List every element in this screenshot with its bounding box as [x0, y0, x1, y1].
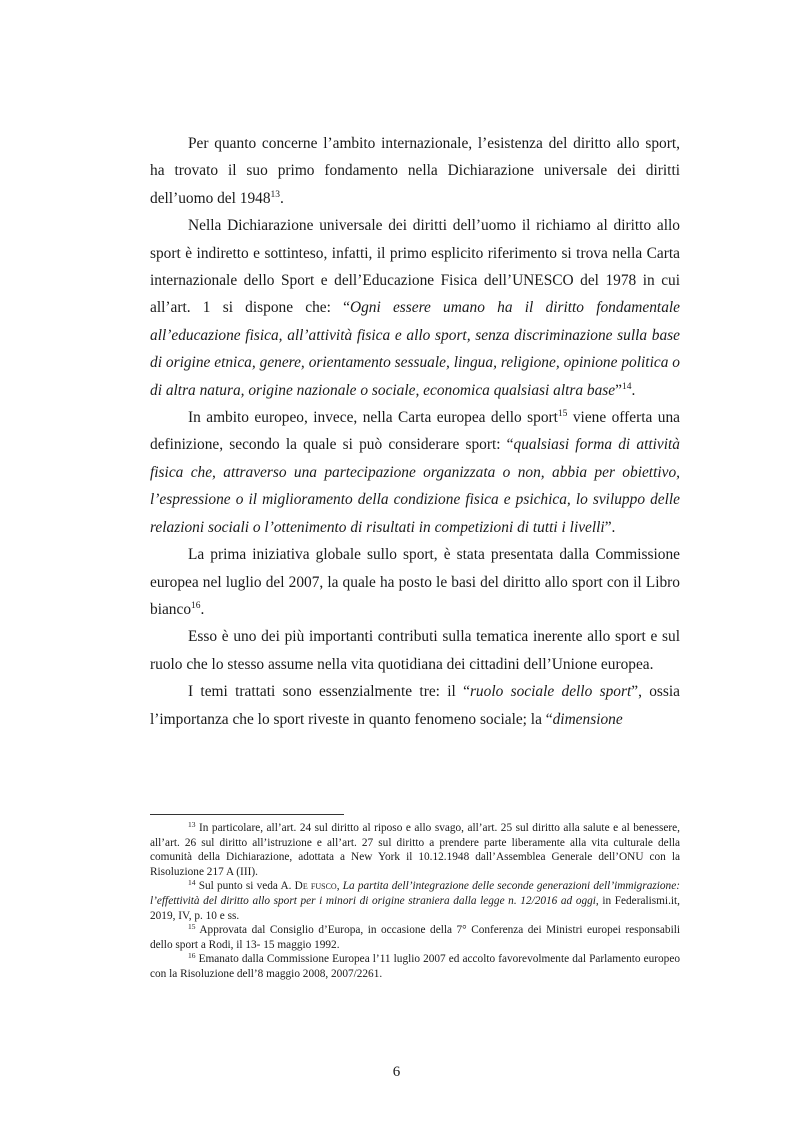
paragraph-end: .: [280, 189, 284, 207]
page-number: 6: [392, 1064, 401, 1080]
quote-close: ”: [615, 381, 622, 399]
body-text: [150, 130, 680, 733]
footnote-ref-15: 15: [557, 409, 568, 420]
footnote-text: Emanato dalla Commissione Europea l’11 luglio 2007 ed accolto favorevolmente dal Parlamento europeo con la Risoluzione dell’8 maggio 2008, 2007/2261.: [150, 953, 680, 980]
quoted-text: qualsiasi forma di attività fisica che, attraverso una partecipazione organizzata o non, abbia per obiettivo, l’espressione o il miglioramento della condizione fisica e psichica, lo sviluppo delle relazioni sociali o l’ottenimento di risultati in competizioni di tutti i livelli: [150, 436, 680, 536]
footnote-title: La partita dell’integrazione delle seconde generazioni dell’immigrazione: l’effettività del diritto allo sport per i minori di origine straniera dalla legge n. 12/2016 ad oggi: [150, 880, 680, 907]
paragraph-text: Nella Dichiarazione universale dei diritti dell’uomo il richiamo al diritto allo sport è indiretto e sottinteso, infatti, il primo esplicito riferimento si trova nella Carta internazionale dello Sport e dell’Educazione Fisica dell’UNESCO del 1978 in cui all’art. 1 si dispone che: “: [150, 217, 680, 317]
footnote-number: 16: [188, 951, 196, 961]
footnote-16: [150, 952, 680, 981]
footnote-text: ,: [336, 880, 343, 893]
paragraph-end: .: [200, 600, 205, 618]
paragraph-5: [150, 623, 680, 678]
footnote-text: Sul punto si veda A.: [195, 880, 295, 893]
footnote-14: [150, 879, 680, 923]
footnote-15: [150, 923, 680, 952]
paragraph-1: [150, 130, 680, 212]
footnote-ref-14: 14: [621, 381, 632, 392]
footnote-text: , in Federalismi.it, 2019, IV, p. 10 e ss.: [150, 894, 680, 922]
paragraph-text: I temi trattati sono essenzialmente tre: il “: [188, 683, 470, 701]
footnotes: [150, 821, 680, 982]
footnote-author: De fusco: [294, 880, 337, 893]
footnote-ref-16: 16: [191, 600, 201, 611]
paragraph-end: .: [631, 381, 636, 399]
paragraph-text: Per quanto concerne l’ambito internazionale, l’esistenza del diritto allo sport, ha trovato il suo primo fondamento nella Dichiarazione universale dei diritti dell’uomo del 1948: [150, 135, 680, 207]
paragraph-end: ”.: [604, 518, 616, 536]
paragraph-text: Esso è uno dei più importanti contributi sulla tematica inerente allo sport e sul ruolo che lo stesso assume nella vita quotidiana dei cittadini dell’Unione europea.: [150, 628, 680, 673]
footnote-13: [150, 821, 680, 879]
quoted-text: ruolo sociale dello sport: [469, 683, 632, 701]
paragraph-6: [150, 678, 680, 733]
footnote-ref-13: 13: [270, 189, 281, 200]
paragraph-4: [150, 541, 680, 623]
quoted-text: dimensione: [552, 710, 623, 728]
quoted-text: Ogni essere umano ha il diritto fondamentale all’educazione fisica, all’attività fisica e allo sport, senza discriminazione sulla base di origine etnica, genere, orientamento sessuale, lingua, religione, opinione politica o di altra natura, origine nazionale o sociale, economica qualsiasi altra base: [150, 299, 680, 399]
footnote-text: Approvata dal Consiglio d’Europa, in occasione della 7° Conferenza dei Ministri europei responsabili dello sport a Rodi, il 13- 15 maggio 1992.: [150, 924, 680, 951]
paragraph-text: In ambito europeo, invece, nella Carta europea dello sport: [188, 409, 558, 427]
footnote-text: In particolare, all’art. 24 sul diritto al riposo e allo svago, all’art. 25 sul diritto alla salute e al benessere, all’art. 26 sul diritto all’istruzione e all’art. 27 sul diritto a prendere parte liberamente alla vita culturale della comunità della Dichiarazione, adottata a New York il 10.12.1948 dall’Assemblea Generale dell’ONU con la Risoluzione 217 A (III).: [150, 822, 680, 878]
paragraph-2: [150, 212, 680, 404]
footnote-separator: [150, 814, 344, 815]
footnote-number: 15: [188, 922, 196, 932]
paragraph-text: viene offerta una definizione, secondo la quale si può considerare sport: “: [150, 409, 680, 454]
footnote-number: 14: [188, 878, 196, 888]
paragraph-text: La prima iniziativa globale sullo sport, è stata presentata dalla Commissione europea nel luglio del 2007, la quale ha posto le basi del diritto allo sport con il Libro bianco: [150, 546, 680, 618]
paragraph-text: ”, ossia l’importanza che lo sport riveste in quanto fenomeno sociale; la “: [150, 683, 681, 728]
paragraph-3: [150, 404, 680, 541]
footnote-number: 13: [188, 820, 196, 829]
